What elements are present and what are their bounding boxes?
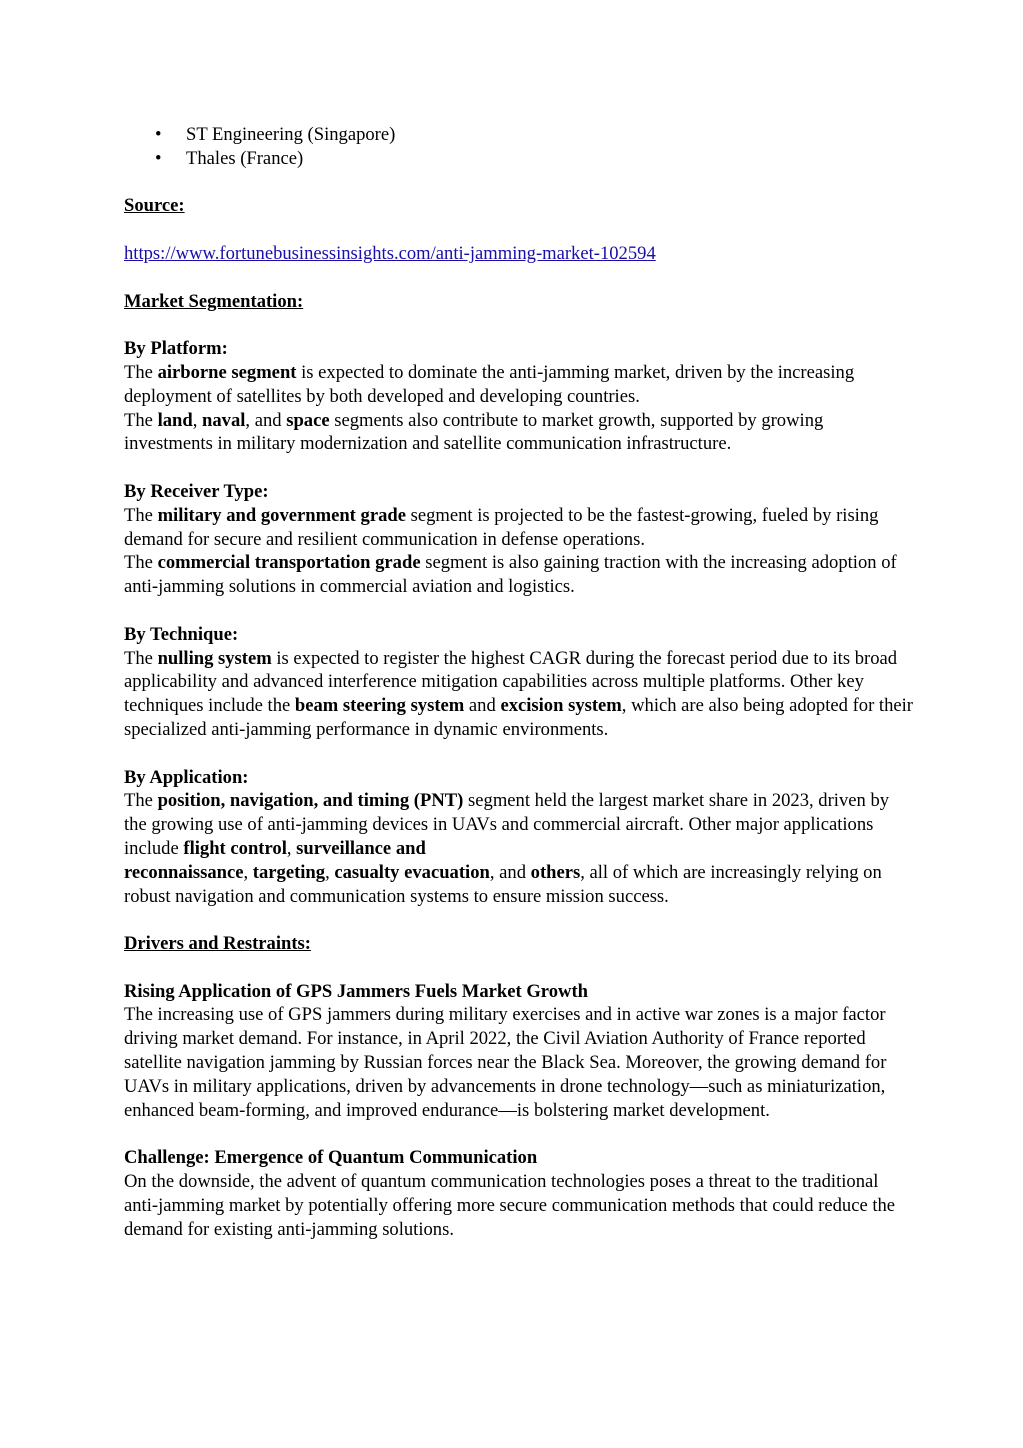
growth-section [124, 980, 914, 1123]
section-title: By Application: [124, 766, 249, 788]
bullet-icon: • [155, 124, 162, 145]
section-title: Rising Application of GPS Jammers Fuels Market Growth [124, 980, 588, 1002]
receiver-section [124, 480, 914, 599]
bullet-icon: • [155, 147, 162, 169]
paragraph: The land, naval, and space segments also contribute to market growth, supported by growing investments in military modernization and satellite communication infrastructure. [124, 409, 824, 455]
section-title: By Technique: [124, 623, 239, 645]
section-title: By Platform: [124, 338, 228, 360]
document-page [124, 123, 914, 1241]
source-link[interactable]: https://www.fortunebusinessinsights.com/anti-jamming-market-102594 [124, 242, 656, 264]
platform-section [124, 337, 914, 456]
drivers-heading: Drivers and Restraints: [124, 933, 311, 955]
technique-section [124, 623, 914, 742]
paragraph: The increasing use of GPS jammers during military exercises and in active war zones is a major factor driving market demand. For instance, in April 2022, the Civil Aviation Authority of France reported satellite navigation jamming by Russian forces near the Black Sea. Moreover, the growing demand for UAVs in military applications, driven by advancements in drone technology—such as miniaturization, enhanced beam-forming, and improved endurance—is bolstering market development. [124, 1004, 887, 1121]
application-section [124, 766, 914, 909]
segmentation-heading: Market Segmentation: [124, 290, 304, 312]
source-link-row [124, 242, 914, 266]
section-title: By Receiver Type: [124, 480, 269, 502]
paragraph: The position, navigation, and timing (PNT) segment held the largest market share in 2023, driven by the growing use of anti-jamming devices in UAVs and commercial aircraft. Other major applications include flight control, surveillance and [124, 790, 890, 859]
paragraph: The military and government grade segment is projected to be the fastest-growing, fueled by rising demand for secure and resilient communication in defense operations. [124, 504, 879, 550]
challenge-section [124, 1146, 914, 1241]
company-list [124, 123, 914, 171]
list-item: • ST Engineering (Singapore) [155, 124, 396, 145]
section-title: Challenge: Emergence of Quantum Communication [124, 1147, 538, 1169]
paragraph: The commercial transportation grade segment is also gaining traction with the increasing adoption of anti-jamming solutions in commercial aviation and logistics. [124, 552, 897, 598]
paragraph: On the downside, the advent of quantum communication technologies poses a threat to the traditional anti-jamming market by potentially offering more secure communication methods that could reduce the demand for existing anti-jamming solutions. [124, 1171, 896, 1240]
paragraph: reconnaissance, targeting, casualty evacuation, and others, all of which are increasingly relying on robust navigation and communication systems to ensure mission success. [124, 861, 882, 907]
list-item: • Thales (France) [155, 147, 304, 169]
paragraph: The airborne segment is expected to dominate the anti-jamming market, driven by the increasing deployment of satellites by both developed and developing countries. [124, 361, 855, 407]
source-heading: Source: [124, 195, 185, 217]
paragraph: The nulling system is expected to register the highest CAGR during the forecast period due to its broad applicability and advanced interference mitigation capabilities across multiple platforms. Other key techniques include the beam steering system and excision system, which are also being adopted for their specialized anti-jamming performance in dynamic environments. [124, 647, 913, 740]
